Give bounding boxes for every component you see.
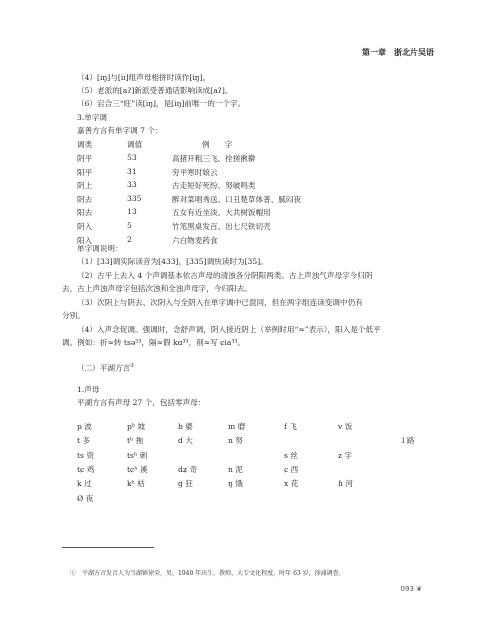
initial-cell: tɕʰ 溪 <box>127 464 148 474</box>
tone-note-cont: 去，古上声浊声母字包括次浊和全浊声母字，今归阳去。 <box>62 284 252 293</box>
initial-cell: g 狂 <box>178 479 193 489</box>
tone-examples: 古走短好死纷、努破鸣类 <box>172 181 256 191</box>
tone-value: 5 <box>127 221 132 230</box>
initial-cell: s 丝 <box>284 450 298 460</box>
tone-examples: 醉对菜唱秀送、口丑楚草体普、腻闷夜 <box>172 194 302 204</box>
tone-examples: 竹笔黑桌发百、出七尺铁切壳 <box>172 222 271 231</box>
initial-cell: l 路 <box>402 436 415 446</box>
tone-category: 阳去 <box>77 208 93 218</box>
tone-value: 53 <box>127 153 137 162</box>
initial-cell: ts 资 <box>77 450 94 460</box>
initial-cell: v 饭 <box>338 422 353 431</box>
chapter-header: 第一章 浙北片吴语 <box>362 48 434 57</box>
initial-cell: tɕ 鸡 <box>77 464 95 474</box>
tone-examples: 高猪开粗三飞、拴搓揪擀 <box>172 154 256 163</box>
tone-value: 33 <box>127 180 137 190</box>
page-number: 093 ❦ <box>400 585 422 593</box>
initial-cell: f 飞 <box>284 422 297 431</box>
section-heading: 3.单字调 <box>77 113 108 122</box>
initial-cell: ɕ 西 <box>284 464 299 474</box>
tone-notes-heading: 单字调说明： <box>77 244 123 253</box>
tone-note: （1）[33]调实际读音为[433]，[335]调快读时为[35]。 <box>77 257 268 266</box>
initial-cell: k 过 <box>77 479 92 489</box>
tone-value: 2 <box>127 234 132 244</box>
subsection-intro: 平湖方言有声母 27 个，包括零声母： <box>77 398 206 407</box>
tone-examples: 穷平寒时娘云 <box>172 167 218 177</box>
table-header: 调类 <box>77 140 93 149</box>
tone-examples: 六白物麦药食 <box>172 235 218 245</box>
footnote-ref: ① <box>130 363 135 369</box>
section-intro: 嘉善方言有单字调 7 个： <box>77 126 163 135</box>
tone-value: 13 <box>127 207 137 217</box>
initial-cell: tʰ 拖 <box>127 436 144 446</box>
subsection-heading: 1.声母 <box>77 385 100 394</box>
initial-cell: z 字 <box>338 450 353 460</box>
tone-category: 阴去 <box>77 194 93 204</box>
initial-cell: pʰ 坡 <box>127 422 146 431</box>
tone-note-cont: 分别。 <box>62 311 85 320</box>
initial-cell: b 婆 <box>178 422 193 431</box>
initial-cell: tsʰ 刺 <box>127 450 148 460</box>
tone-category: 阳入 <box>77 235 93 245</box>
table-header: 调值 <box>127 140 143 149</box>
initial-cell: ɦ 河 <box>338 479 353 489</box>
initial-cell: p 波 <box>77 422 92 431</box>
tone-note: （4）入声念促调。强调时，念舒声调，阴入接近阴上（举例时用“≈”表示），阳入是个低平 <box>77 325 381 334</box>
initial-cell: n 努 <box>228 436 243 446</box>
note-line: （4）[iŋ]与[iɪ]组声母相拼时读作[iŋ]。 <box>77 73 211 82</box>
initial-cell: n 泥 <box>228 464 243 474</box>
note-line: （5）老派的[aʔ]新派受普通话影响读成[aʔ]。 <box>77 86 233 95</box>
tone-category: 阳平 <box>77 167 93 177</box>
footnote-rule <box>62 547 154 548</box>
initial-cell: m 磨 <box>228 422 246 431</box>
tone-note-cont: 调。例如：折≈转 tsə⁵³，隔≈假 kɑ³³，削≈写 ɕia³³。 <box>62 338 246 347</box>
initial-cell: Ø 夜 <box>77 493 94 503</box>
section-title: （二）平湖方言 <box>77 363 131 373</box>
initial-cell: d 大 <box>178 436 193 446</box>
footnote: ① 平湖方言发音人为当湖镇徐荣，男，1940 年出生，教师，大专文化程度，时年 63 岁，徐涌调查。 <box>70 570 345 577</box>
tone-category: 阴平 <box>77 154 93 163</box>
initial-cell: dʑ 奇 <box>178 464 198 474</box>
tone-note: （2）古平上去入 4 个声调基本依古声母的清浊各分阴阳两类。古上声浊气声母字今归阴 <box>77 271 373 280</box>
note-line: （6）宕合三“旺”读[iŋ]，是[iŋ]前唯一的一个字。 <box>77 99 246 108</box>
section-heading <box>77 361 135 374</box>
initial-cell: kʰ 枯 <box>127 479 145 489</box>
initial-cell: t 多 <box>77 436 91 446</box>
initial-cell: x 花 <box>284 479 299 489</box>
tone-category: 阴入 <box>77 222 93 231</box>
tone-category: 阴上 <box>77 181 93 191</box>
tone-value: 31 <box>127 166 137 176</box>
tone-value: 335 <box>127 193 142 203</box>
tone-note: （3）次阴上与阴去、次阴入与全阴入在单字调中已混同，但在两字组连读变调中仍有 <box>77 298 363 307</box>
table-header: 例 字 <box>202 140 233 149</box>
tone-examples: 五女有近坐淡、大共树饭帽用 <box>172 208 271 218</box>
initial-cell: ŋ 饿 <box>228 479 243 489</box>
